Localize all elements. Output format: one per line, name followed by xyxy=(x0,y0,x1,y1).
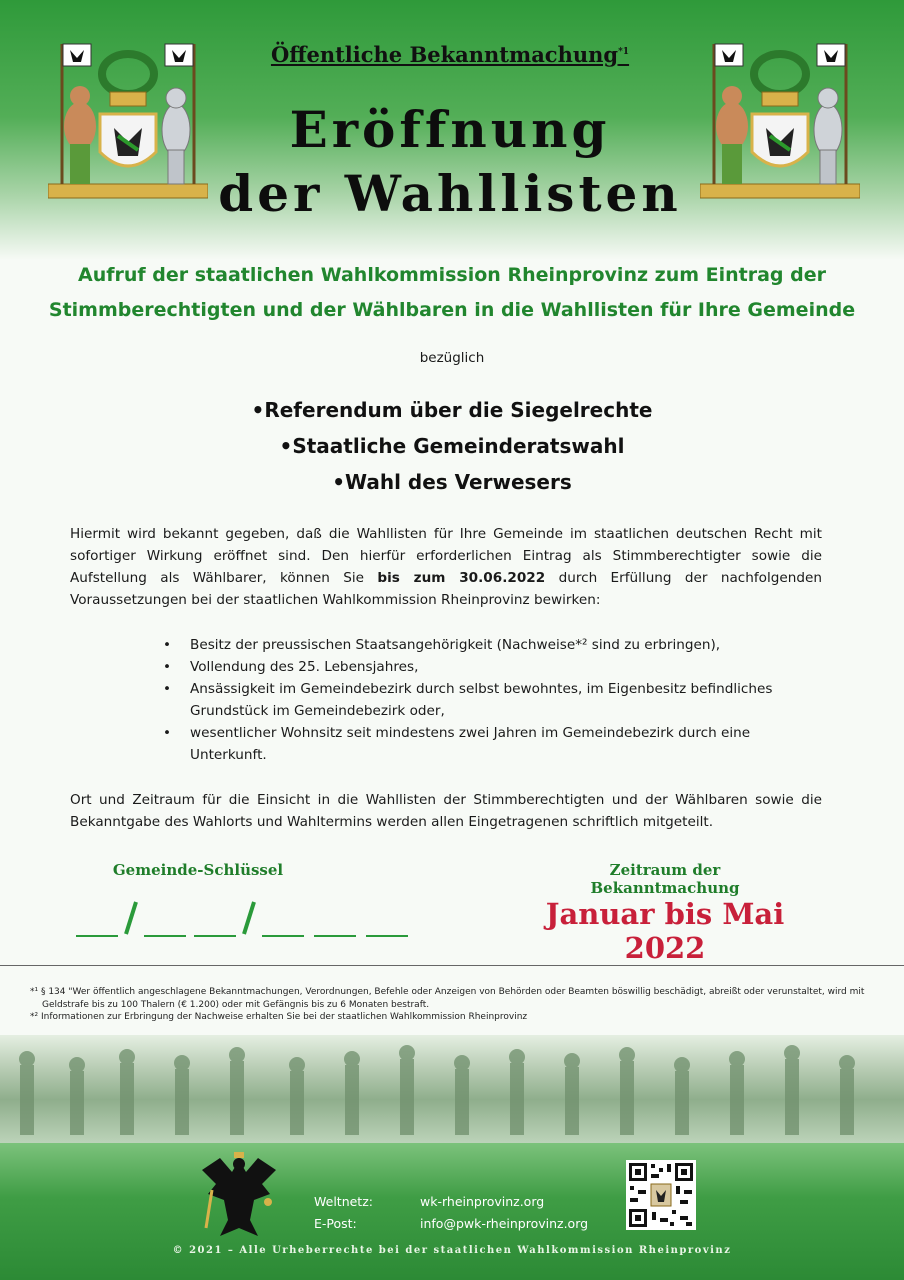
notice-title-text: Öffentliche Bekanntmachung xyxy=(270,42,619,67)
title-line-2: der Wahllisten xyxy=(218,164,682,223)
web-link[interactable]: wk-rheinprovinz.org xyxy=(420,1194,545,1209)
web-row xyxy=(314,1191,588,1213)
topic-item: • Staatliche Gemeinderatswahl xyxy=(0,428,904,464)
paragraph-text: durch Erfüllung der nachfolgenden Voraussetzungen bei der staatlichen Wahlkommission Rheinprovinz bewirken: xyxy=(70,570,822,608)
copyright: © 2021 – Alle Urheberrechte bei der staatlichen Wahlkommission Rheinprovinz xyxy=(172,1245,732,1256)
footnote-2: *² Informationen zur Erbringung der Nachweise erhalten Sie bei der staatlichen Wahlkommission Rheinprovinz xyxy=(30,1012,528,1022)
email-link[interactable]: info@pwk-rheinprovinz.org xyxy=(420,1216,589,1231)
period-value: Januar bis Mai 2022 xyxy=(545,897,785,965)
subtitle xyxy=(30,258,874,328)
email-label: E-Post: xyxy=(314,1216,357,1231)
qr-code-icon[interactable] xyxy=(626,1160,696,1230)
municipality-key-blanks xyxy=(74,890,419,940)
requirement-item: • Vollendung des 25. Lebensjahres, xyxy=(160,656,780,678)
page-title xyxy=(200,98,700,226)
coat-of-arms-icon xyxy=(48,34,208,210)
subtitle-line-1: Aufruf der staatlichen Wahlkommission Rheinprovinz zum Eintrag der xyxy=(77,264,827,286)
web-label: Weltnetz: xyxy=(314,1194,373,1209)
divider xyxy=(0,965,904,966)
requirement-item: • wesentlicher Wohnsitz seit mindestens zwei Jahren im Gemeindebezirk durch eine Unterkunft. xyxy=(160,722,780,766)
regarding-label: bezüglich xyxy=(419,350,485,366)
period-label: Zeitraum der Bekanntmachung xyxy=(590,861,740,897)
topic-item: • Referendum über die Siegelrechte xyxy=(0,392,904,428)
subtitle-line-2: Stimmberechtigten und der Wählbaren in die Wahllisten für Ihre Gemeinde xyxy=(48,299,856,321)
info-paragraph: Ort und Zeitraum für die Einsicht in die Wahllisten der Stimmberechtigten und der Wählbaren sowie die Bekanntgabe des Wahlorts und Wahltermins werden allen Eingetragenen schriftlich mitgeteilt. xyxy=(70,792,822,830)
footnote-1: *¹ § 134 "Wer öffentlich angeschlagene Bekanntmachungen, Verordnungen, Befehle oder Anzeigen von Behörden oder Beamten böswillig beschädigt, abreißt oder verunstaltet, wird mit Geldstrafe bis zu 100 Thalern (€ 1.200) oder mit Gefängnis bis zu 6 Monaten bestraft. xyxy=(30,987,865,1010)
topic-item: • Wahl des Verwesers xyxy=(0,464,904,500)
municipality-key-label: Gemeinde-Schlüssel xyxy=(112,861,284,879)
contact-info xyxy=(314,1191,588,1235)
relief-image xyxy=(0,1035,904,1143)
notice-title xyxy=(250,42,650,67)
topics-list xyxy=(0,392,904,500)
email-row xyxy=(314,1213,588,1235)
footnotes xyxy=(30,986,870,1024)
title-line-1: Eröffnung xyxy=(289,100,611,159)
paragraph-text: Hiermit wird bekannt gegeben, daß die Wahllisten für Ihre Gemeinde im staatlichen deutschen Recht mit sofortiger Wirkung eröffnet sind. Den hierfür erforderlichen Eintrag als Stimmberechtigter sowie die Aufstellung als Wählbarer, können Sie xyxy=(70,526,822,586)
requirements-list xyxy=(160,634,780,766)
requirement-item: • Ansässigkeit im Gemeindebezirk durch selbst bewohntes, im Eigenbesitz befindliches Grundstück im Gemeindebezirk oder, xyxy=(160,678,780,722)
announcement-paragraph xyxy=(70,523,822,611)
footnote-marker: *1 xyxy=(618,47,630,57)
deadline-text: bis zum 30.06.2022 xyxy=(377,570,546,586)
coat-of-arms-icon xyxy=(700,34,860,210)
requirement-item: • Besitz der preussischen Staatsangehörigkeit (Nachweise*² sind zu erbringen), xyxy=(160,634,780,656)
prussian-eagle-icon xyxy=(198,1150,280,1242)
